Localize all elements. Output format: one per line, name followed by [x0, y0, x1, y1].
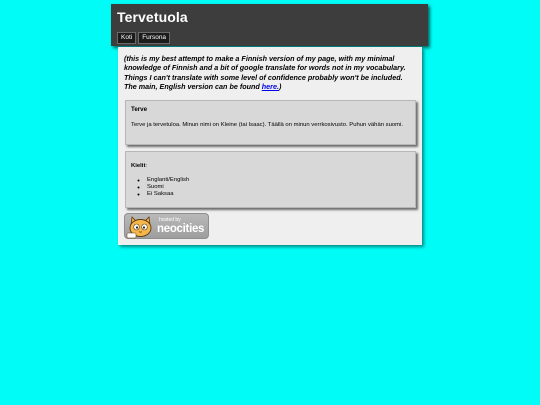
- badge-brand: neocities: [157, 223, 205, 235]
- intro-close: ): [278, 82, 282, 92]
- welcome-box: [125, 100, 416, 145]
- languages-heading-colon: :: [145, 163, 148, 169]
- intro-note: [124, 54, 416, 92]
- neocities-cat-icon: [126, 215, 156, 239]
- languages-heading-label: Kielit: [131, 163, 146, 169]
- languages-list: [131, 177, 189, 198]
- language-item: ◦ Ei Saksaa: [147, 191, 189, 198]
- main-nav: [117, 32, 170, 44]
- language-item: ◦ Suomi: [147, 184, 189, 191]
- site-title: Tervetuola: [117, 9, 188, 25]
- language-item: ◦ Englanti/English: [147, 177, 189, 184]
- nav-item-fursona[interactable]: Fursona: [138, 32, 170, 44]
- neocities-badge[interactable]: [124, 213, 209, 239]
- intro-text: (this is my best attempt to make a Finnish version of my page, with my minimal knowledge of Finnish and a bit of google translate for words not in my vocabulary. Things I can't translate with some level of confidence probably won't be included. The main, English version can be found: [124, 54, 406, 92]
- welcome-text: Terve ja tervetuloa. Minun nimi on Kleine (tai Isaac). Täällä on minun verrkosivusto. Puhun vähän suomi.: [131, 122, 403, 128]
- site-header: [111, 4, 428, 46]
- languages-heading: [131, 163, 147, 170]
- badge-hosted-text: hosted by: [159, 217, 181, 223]
- languages-box: [125, 151, 416, 208]
- nav-item-koti[interactable]: Koti: [117, 32, 136, 44]
- welcome-heading: Terve: [131, 106, 148, 113]
- english-version-link[interactable]: here.: [261, 82, 279, 92]
